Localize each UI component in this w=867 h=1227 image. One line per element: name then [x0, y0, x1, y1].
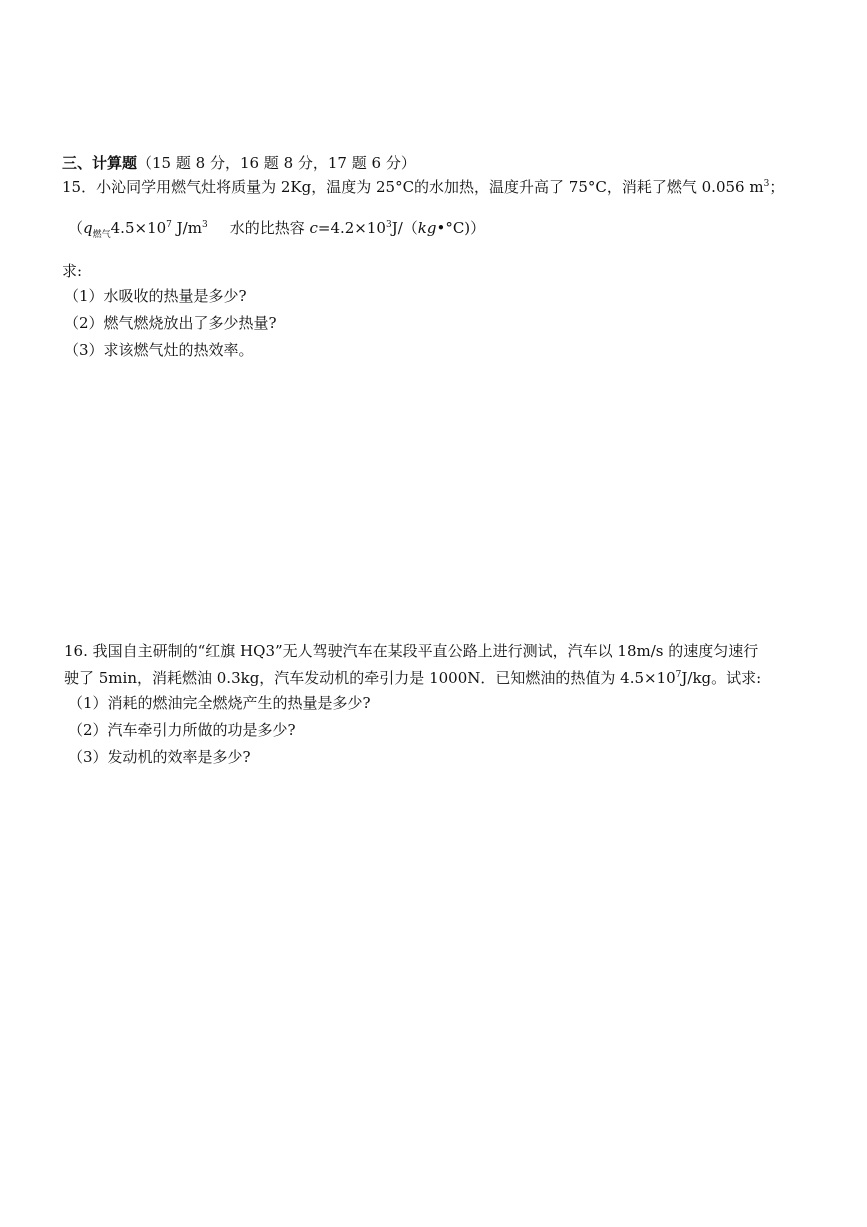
- q15-stem: 15．小沁同学用燃气灶将质量为 2Kg，温度为 25°C的水加热，温度升高了 75°C，消耗了燃气 0.056 $m^3$；: [62, 178, 785, 196]
- section-scoring: （15 题 8 分，16 题 8 分，17 题 6 分）: [137, 154, 416, 172]
- q15-ask: 求:: [62, 262, 83, 280]
- section-title: 三、计算题: [62, 154, 138, 172]
- q15-given: （$q_{燃气}4.5\times 10^7$ $J/m^3$ 水的比热容 $c=4.2\times 10^3J/(kg•^\circ C)$）: [68, 219, 486, 240]
- q15-part-1: （1）水吸收的热量是多少?: [64, 287, 247, 305]
- q16-stem-line2: 驶了 5min，消耗燃油 0.3kg，汽车发动机的牵引力是 1000N．已知燃油的热值为 $4.5\times 10^7J/kg$。试求:: [64, 669, 762, 687]
- q15-part-2: （2）燃气燃烧放出了多少热量?: [64, 314, 277, 332]
- q16-part-2: （2）汽车牵引力所做的功是多少?: [68, 721, 296, 739]
- q16-part-1: （1）消耗的燃油完全燃烧产生的热量是多少?: [68, 694, 371, 712]
- q15-part-3: （3）求该燃气灶的热效率。: [64, 341, 254, 359]
- section-header: [62, 153, 416, 173]
- q16-part-3: （3）发动机的效率是多少?: [68, 748, 251, 766]
- q16-stem-line1: 16. 我国自主研制的“红旗 HQ3”无人驾驶汽车在某段平直公路上进行测试，汽车以 18m/s 的速度匀速行: [64, 642, 759, 660]
